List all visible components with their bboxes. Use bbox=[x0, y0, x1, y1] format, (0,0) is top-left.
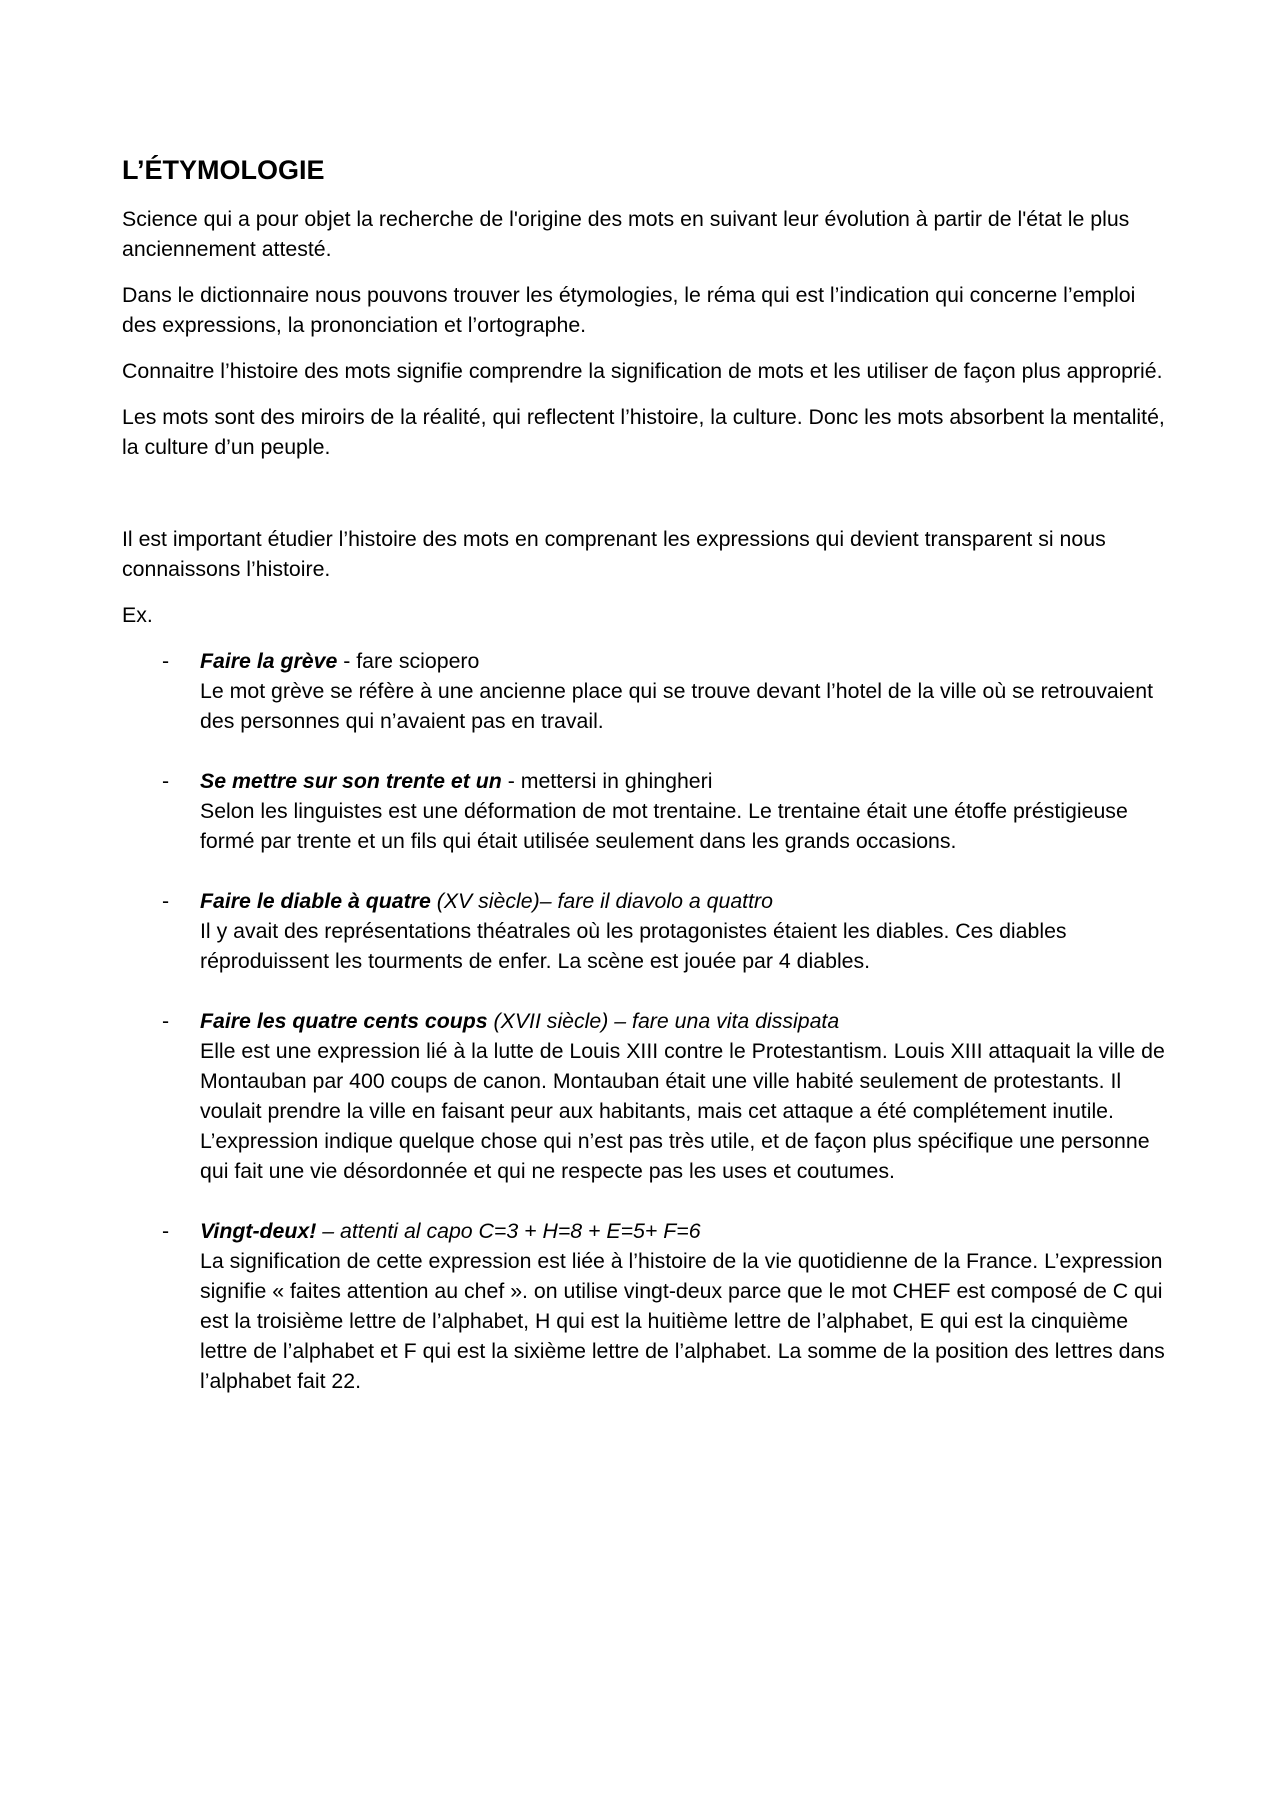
item-translation: – fare il diavolo a quattro bbox=[539, 889, 773, 913]
item-term: Faire les quatre cents coups bbox=[200, 1009, 488, 1033]
list-item bbox=[122, 886, 1172, 976]
item-explanation: Le mot grève se réfère à une ancienne place qui se trouve devant l’hotel de la ville où se retrouvaient des personnes qui n’avaient pas en travail. bbox=[200, 679, 1154, 733]
item-explanation: Selon les linguistes est une déformation de mot trentaine. Le trentaine était une étoffe préstigieuse formé par trente et un fils qui était utilisée seulement dans les grands occasions. bbox=[200, 799, 1128, 853]
paragraph-history: Connaitre l’histoire des mots signifie comprendre la signification de mots et les utiliser de façon plus approprié. bbox=[122, 359, 1163, 383]
paragraph-dictionary: Dans le dictionnaire nous pouvons trouver les étymologies, le réma qui est l’indication qui concerne l’emploi des expressions, la prononciation et l’ortographe. bbox=[122, 283, 1136, 337]
item-explanation: La signification de cette expression est liée à l’histoire de la vie quotidienne de la France. L’expression signifie « faites attention au chef ». on utilise vingt-deux parce que le mot CHEF est composé de C qui est la troisième lettre de l’alphabet, H qui est la huitième lettre de l’alphabet, E qui est la cinquième lettre de l’alphabet et F qui est la sixième lettre de l’alphabet. La somme de la position des lettres dans l’alphabet fait 22. bbox=[200, 1249, 1165, 1393]
item-translation: – fare una vita dissipata bbox=[608, 1009, 840, 1033]
item-date: (XV siècle) bbox=[430, 889, 540, 913]
document-page bbox=[122, 150, 1172, 1426]
item-translation: - fare sciopero bbox=[337, 649, 480, 673]
item-term: Faire le diable à quatre bbox=[200, 889, 431, 913]
bullet-dash: - bbox=[162, 649, 170, 673]
item-term: Vingt-deux! bbox=[200, 1219, 317, 1243]
document-title: L’ÉTYMOLOGIE bbox=[122, 155, 325, 185]
list-item bbox=[122, 766, 1172, 856]
item-translation: – attenti al capo C=3 + H=8 + E=5+ F=6 bbox=[316, 1219, 701, 1243]
item-explanation: L’expression indique quelque chose qui n’est pas très utile, et de façon plus spécifique une personne qui fait une vie désordonnée et qui ne respecte pas les uses et coutumes. bbox=[200, 1129, 1150, 1183]
bullet-dash: - bbox=[162, 889, 170, 913]
list-item bbox=[122, 646, 1172, 736]
bullet-dash: - bbox=[162, 1009, 170, 1033]
list-item bbox=[122, 1006, 1172, 1186]
item-heading bbox=[200, 766, 1172, 796]
list-item bbox=[122, 1216, 1172, 1396]
bullet-dash: - bbox=[162, 1219, 170, 1243]
item-explanation: Elle est une expression lié à la lutte de Louis XIII contre le Protestantism. Louis XIII attaquait la ville de Montauban par 400 coups de canon. Montauban était une ville habité seulement de protestants. Il voulait prendre la ville en faisant peur aux habitants, mais cet attaque a été complétement inutile. bbox=[200, 1039, 1165, 1123]
expression-list bbox=[122, 646, 1172, 1396]
item-explanation: Il y avait des représentations théatrales où les protagonistes étaient les diables. Ces diables réproduissent les tourments de enfer. La scène est jouée par 4 diables. bbox=[200, 919, 1067, 973]
item-term: Se mettre sur son trente et un bbox=[200, 769, 502, 793]
item-heading bbox=[200, 886, 1172, 916]
bullet-dash: - bbox=[162, 769, 170, 793]
item-heading bbox=[200, 646, 1172, 676]
item-heading bbox=[200, 1216, 1172, 1246]
example-label: Ex. bbox=[122, 603, 153, 627]
item-date: (XVII siècle) bbox=[487, 1009, 609, 1033]
paragraph-definition: Science qui a pour objet la recherche de l'origine des mots en suivant leur évolution à partir de l'état le plus anciennement attesté. bbox=[122, 207, 1130, 261]
item-term: Faire la grève bbox=[200, 649, 338, 673]
item-translation: - mettersi in ghingheri bbox=[501, 769, 713, 793]
item-heading bbox=[200, 1006, 1172, 1036]
paragraph-importance: Il est important étudier l’histoire des mots en comprenant les expressions qui devient transparent si nous connaissons l’histoire. bbox=[122, 527, 1106, 581]
paragraph-mirrors: Les mots sont des miroirs de la réalité, qui reflectent l’histoire, la culture. Donc les mots absorbent la mentalité, la culture d’un peuple. bbox=[122, 405, 1165, 459]
